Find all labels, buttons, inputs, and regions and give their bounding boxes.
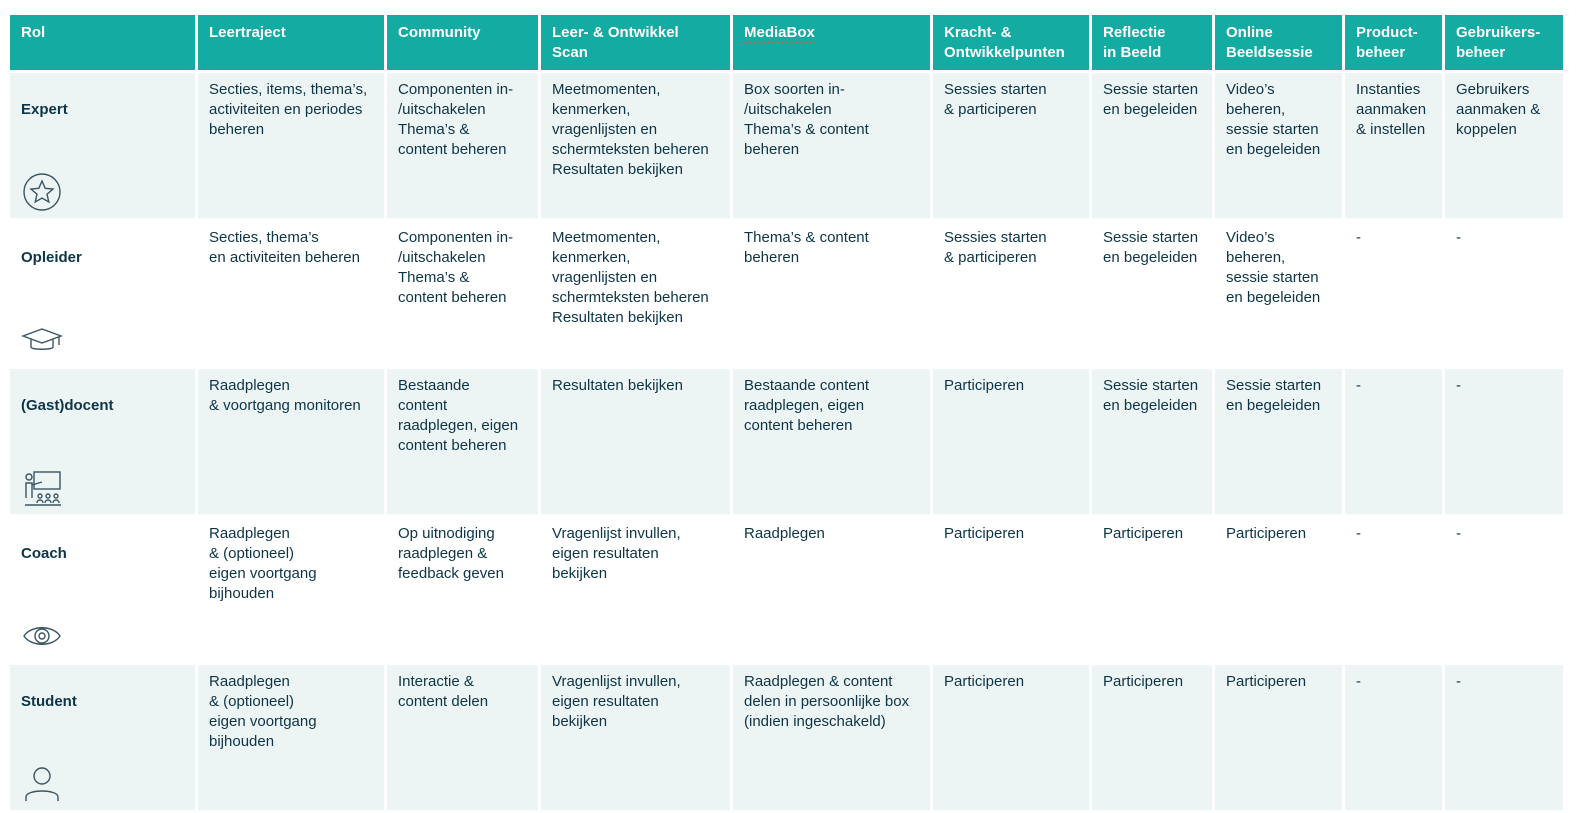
cell-productbeheer: - bbox=[1345, 221, 1445, 369]
cell-reflectie-in-beeld: Participeren bbox=[1092, 665, 1215, 813]
cell-gebruikersbeheer: Gebruikers aanmaken & koppelen bbox=[1445, 73, 1563, 221]
role-cell bbox=[10, 221, 198, 369]
cell-mediabox: Box soorten in- /uitschakelen Thema’s & content beheren bbox=[733, 73, 933, 221]
column-header-mediabox bbox=[733, 15, 933, 73]
column-header-online-beeldsessie: Online Beeldsessie bbox=[1215, 15, 1345, 73]
cell-online-beeldsessie: Video’s beheren, sessie starten en begeleiden bbox=[1215, 221, 1345, 369]
cell-gebruikersbeheer: - bbox=[1445, 221, 1563, 369]
table-row-opleider bbox=[10, 221, 1563, 369]
cell-leertraject: Raadplegen & voortgang monitoren bbox=[198, 369, 387, 517]
column-header-leertraject: Leertraject bbox=[198, 15, 387, 73]
cell-community: Interactie & content delen bbox=[387, 665, 541, 813]
cell-leer-ontwikkel-scan: Vragenlijst invullen, eigen resultaten bekijken bbox=[541, 665, 733, 813]
column-header-productbeheer: Product- beheer bbox=[1345, 15, 1445, 73]
cell-reflectie-in-beeld: Sessie starten en begeleiden bbox=[1092, 369, 1215, 517]
role-name: Expert bbox=[21, 101, 68, 118]
table-row-expert bbox=[10, 73, 1563, 221]
cell-kracht-ontwikkelpunten: Participeren bbox=[933, 517, 1092, 665]
teacher-presentation-icon bbox=[21, 448, 63, 488]
cell-gebruikersbeheer: - bbox=[1445, 517, 1563, 665]
graduation-cap-icon bbox=[21, 300, 63, 340]
cell-reflectie-in-beeld: Participeren bbox=[1092, 517, 1215, 665]
role-cell bbox=[10, 517, 198, 665]
cell-online-beeldsessie: Video’s beheren, sessie starten en begeleiden bbox=[1215, 73, 1345, 221]
cell-online-beeldsessie: Sessie starten en begeleiden bbox=[1215, 369, 1345, 517]
cell-productbeheer: Instanties aanmaken & instellen bbox=[1345, 73, 1445, 221]
column-header-community: Community bbox=[387, 15, 541, 73]
table-header-row bbox=[10, 15, 1563, 73]
column-header-mediabox-label: MediaBox bbox=[744, 24, 815, 41]
column-header-reflectie-in-beeld: Reflectie in Beeld bbox=[1092, 15, 1215, 73]
cell-leertraject: Secties, items, thema’s, activiteiten en periodes beheren bbox=[198, 73, 387, 221]
cell-reflectie-in-beeld: Sessie starten en begeleiden bbox=[1092, 73, 1215, 221]
cell-community: Componenten in- /uitschakelen Thema’s & content beheren bbox=[387, 221, 541, 369]
cell-leer-ontwikkel-scan: Resultaten bekijken bbox=[541, 369, 733, 517]
table-row-gastdocent bbox=[10, 369, 1563, 517]
cell-mediabox: Bestaande content raadplegen, eigen content beheren bbox=[733, 369, 933, 517]
column-header-kracht-ontwikkelpunten: Kracht- & Ontwikkelpunten bbox=[933, 15, 1092, 73]
table-row-student bbox=[10, 665, 1563, 813]
eye-icon bbox=[21, 596, 63, 636]
star-icon bbox=[21, 152, 63, 192]
column-header-gebruikersbeheer: Gebruikers- beheer bbox=[1445, 15, 1563, 73]
roles-permissions-table bbox=[10, 15, 1563, 813]
role-name: (Gast)docent bbox=[21, 397, 114, 414]
cell-kracht-ontwikkelpunten: Participeren bbox=[933, 665, 1092, 813]
role-name: Student bbox=[21, 693, 77, 710]
cell-leer-ontwikkel-scan: Vragenlijst invullen, eigen resultaten bekijken bbox=[541, 517, 733, 665]
cell-gebruikersbeheer: - bbox=[1445, 665, 1563, 813]
cell-productbeheer: - bbox=[1345, 665, 1445, 813]
cell-kracht-ontwikkelpunten: Sessies starten & participeren bbox=[933, 221, 1092, 369]
cell-reflectie-in-beeld: Sessie starten en begeleiden bbox=[1092, 221, 1215, 369]
cell-productbeheer: - bbox=[1345, 517, 1445, 665]
cell-leertraject: Secties, thema’s en activiteiten beheren bbox=[198, 221, 387, 369]
role-cell bbox=[10, 73, 198, 221]
cell-kracht-ontwikkelpunten: Sessies starten & participeren bbox=[933, 73, 1092, 221]
table-row-coach bbox=[10, 517, 1563, 665]
cell-community: Op uitnodiging raadplegen & feedback geven bbox=[387, 517, 541, 665]
column-header-rol: Rol bbox=[10, 15, 198, 73]
cell-leertraject: Raadplegen & (optioneel) eigen voortgang bijhouden bbox=[198, 517, 387, 665]
cell-mediabox: Raadplegen bbox=[733, 517, 933, 665]
cell-mediabox: Thema’s & content beheren bbox=[733, 221, 933, 369]
column-header-leer-ontwikkel-scan: Leer- & Ontwikkel Scan bbox=[541, 15, 733, 73]
cell-online-beeldsessie: Participeren bbox=[1215, 665, 1345, 813]
cell-community: Bestaande content raadplegen, eigen content beheren bbox=[387, 369, 541, 517]
cell-online-beeldsessie: Participeren bbox=[1215, 517, 1345, 665]
cell-gebruikersbeheer: - bbox=[1445, 369, 1563, 517]
role-name: Opleider bbox=[21, 249, 82, 266]
user-icon bbox=[21, 744, 63, 784]
role-cell bbox=[10, 369, 198, 517]
role-cell bbox=[10, 665, 198, 813]
role-name: Coach bbox=[21, 545, 67, 562]
cell-kracht-ontwikkelpunten: Participeren bbox=[933, 369, 1092, 517]
cell-leer-ontwikkel-scan: Meetmomenten, kenmerken, vragenlijsten en schermteksten beheren Resultaten bekijken bbox=[541, 221, 733, 369]
cell-productbeheer: - bbox=[1345, 369, 1445, 517]
cell-community: Componenten in- /uitschakelen Thema’s & content beheren bbox=[387, 73, 541, 221]
cell-leer-ontwikkel-scan: Meetmomenten, kenmerken, vragenlijsten en schermteksten beheren Resultaten bekijken bbox=[541, 73, 733, 221]
cell-mediabox: Raadplegen & content delen in persoonlijke box (indien ingeschakeld) bbox=[733, 665, 933, 813]
cell-leertraject: Raadplegen & (optioneel) eigen voortgang bijhouden bbox=[198, 665, 387, 813]
